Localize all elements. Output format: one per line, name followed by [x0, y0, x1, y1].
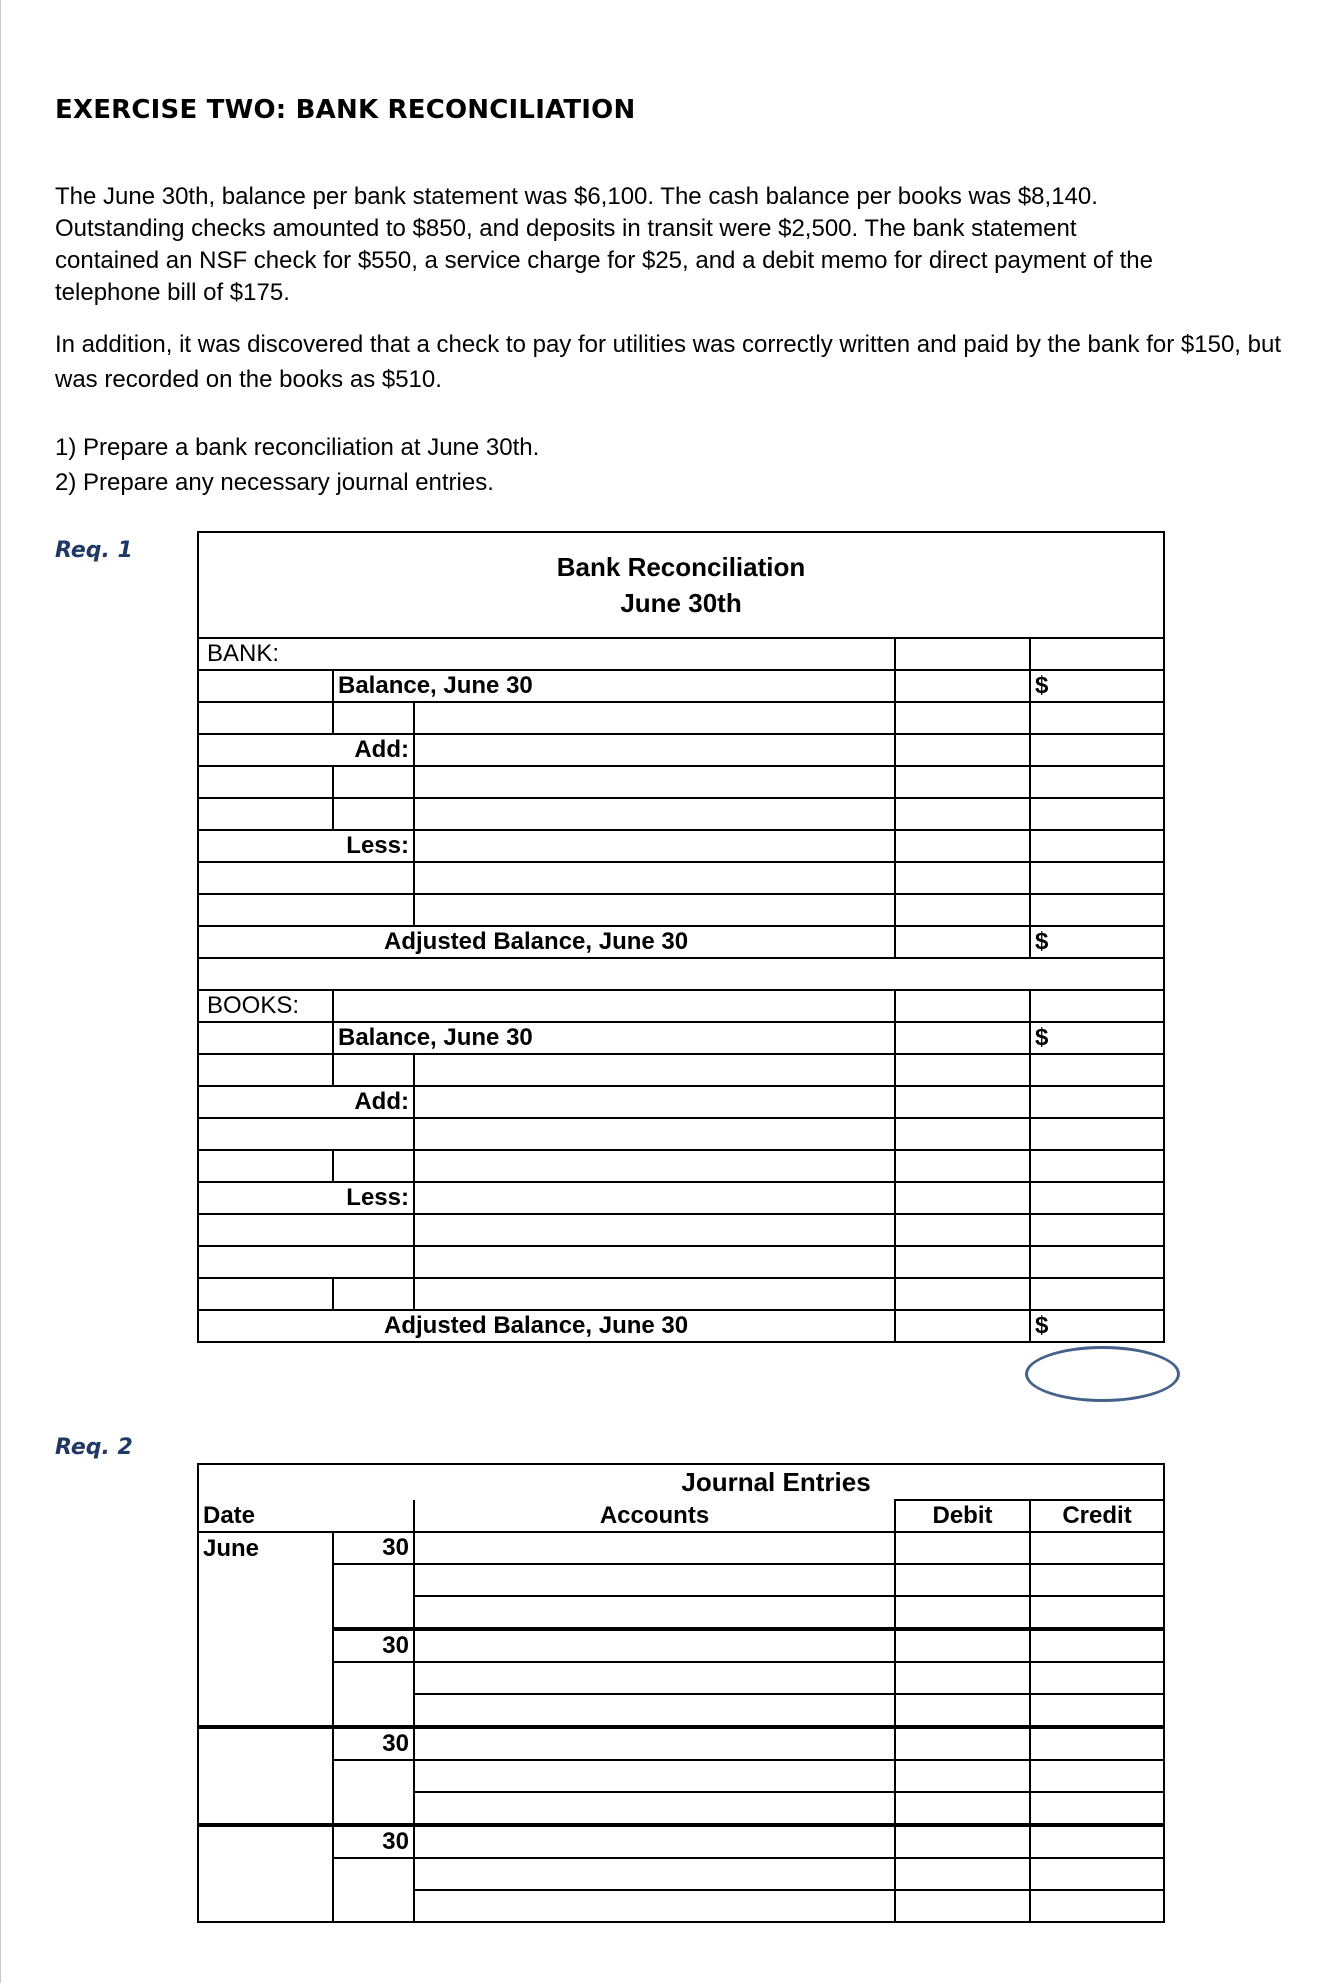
books-balance-label: Balance, June 30: [333, 1022, 895, 1054]
journal-debit-cell[interactable]: [895, 1760, 1030, 1792]
recon-cell: [198, 702, 333, 734]
recon-cell[interactable]: [414, 702, 895, 734]
journal-date-cell: [198, 1792, 333, 1825]
journal-account-cell[interactable]: [414, 1727, 895, 1760]
recon-header: [198, 532, 1164, 638]
journal-entry-row: [198, 1662, 1164, 1694]
recon-cell[interactable]: [895, 734, 1030, 766]
recon-cell[interactable]: [414, 734, 895, 766]
recon-cell[interactable]: [414, 1086, 895, 1118]
recon-cell[interactable]: [1030, 734, 1164, 766]
recon-cell[interactable]: [1030, 766, 1164, 798]
recon-cell[interactable]: [1030, 798, 1164, 830]
recon-cell[interactable]: [414, 1118, 895, 1150]
bank-add-label: Add:: [198, 734, 414, 766]
problem-paragraph-2: In addition, it was discovered that a check to pay for utilities was correctly written and paid by the bank for $150, but was recorded on the books as $510.: [55, 331, 1281, 393]
recon-cell[interactable]: [895, 830, 1030, 862]
recon-row: [198, 702, 1164, 734]
recon-cell[interactable]: [414, 830, 895, 862]
journal-credit-cell[interactable]: [1030, 1727, 1164, 1760]
recon-row: [198, 894, 1164, 926]
recon-cell[interactable]: [333, 990, 895, 1022]
journal-day-cell: [333, 1760, 414, 1792]
recon-cell[interactable]: [1030, 990, 1164, 1022]
journal-debit-cell[interactable]: [895, 1532, 1030, 1564]
books-label: BOOKS:: [198, 990, 333, 1022]
recon-cell[interactable]: [895, 1310, 1030, 1342]
recon-cell[interactable]: [1030, 1214, 1164, 1246]
recon-row: [198, 1150, 1164, 1182]
journal-debit-cell[interactable]: [895, 1596, 1030, 1629]
journal-day-cell: [333, 1694, 414, 1727]
journal-account-cell[interactable]: [414, 1694, 895, 1727]
journal-entry-row: [198, 1890, 1164, 1922]
journal-day: 30: [333, 1727, 414, 1760]
recon-cell: [198, 894, 414, 926]
recon-cell[interactable]: [414, 1182, 895, 1214]
recon-cell[interactable]: [1030, 702, 1164, 734]
journal-debit-cell[interactable]: [895, 1825, 1030, 1858]
journal-account-cell[interactable]: [414, 1890, 895, 1922]
recon-cell: [198, 1054, 333, 1086]
journal-debit-cell[interactable]: [895, 1727, 1030, 1760]
journal-entry-row: [198, 1792, 1164, 1825]
journal-date-cell: [198, 1825, 333, 1858]
journal-debit-cell[interactable]: [895, 1629, 1030, 1662]
journal-entry-row: [198, 1564, 1164, 1596]
recon-cell[interactable]: [414, 1150, 895, 1182]
journal-col-credit: Credit: [1030, 1500, 1164, 1532]
recon-cell: [198, 1150, 333, 1182]
bank-balance-row: [198, 670, 1164, 702]
recon-cell[interactable]: [1030, 830, 1164, 862]
bank-less-label: Less:: [198, 830, 414, 862]
recon-spacer-row: [198, 958, 1164, 990]
journal-account-cell[interactable]: [414, 1596, 895, 1629]
recon-cell[interactable]: [414, 1054, 895, 1086]
recon-cell[interactable]: [414, 766, 895, 798]
bank-reconciliation-table: [197, 531, 1165, 1343]
journal-date-cell: [198, 1858, 333, 1890]
recon-cell: [198, 862, 414, 894]
recon-cell: [198, 670, 333, 702]
books-less-label: Less:: [198, 1182, 414, 1214]
journal-date-cell: [198, 1596, 333, 1629]
recon-cell: [198, 1022, 333, 1054]
recon-cell[interactable]: [414, 1246, 895, 1278]
exercise-title: EXERCISE TWO: BANK RECONCILIATION: [55, 95, 636, 125]
recon-cell[interactable]: [895, 1086, 1030, 1118]
recon-cell: [198, 1278, 333, 1310]
journal-entries-table: [197, 1463, 1165, 1923]
journal-date-cell: [198, 1564, 333, 1596]
currency-sign[interactable]: $: [1030, 1310, 1164, 1342]
bank-balance-label: Balance, June 30: [333, 670, 895, 702]
recon-cell[interactable]: [333, 1150, 414, 1182]
bank-add-row: [198, 734, 1164, 766]
recon-row: [198, 1278, 1164, 1310]
journal-day-cell: [333, 1564, 414, 1596]
journal-entry-row: [198, 1858, 1164, 1890]
recon-header-row: [198, 532, 1164, 638]
recon-cell[interactable]: [895, 766, 1030, 798]
books-label-row: [198, 990, 1164, 1022]
bank-adjusted-row: [198, 926, 1164, 958]
requirement-1: 1) Prepare a bank reconciliation at June 30th.: [55, 434, 540, 461]
journal-col-accounts: Accounts: [414, 1500, 895, 1532]
recon-cell[interactable]: [895, 862, 1030, 894]
recon-title: Bank Reconciliation: [556, 552, 806, 582]
recon-cell[interactable]: [895, 1022, 1030, 1054]
recon-row: [198, 1118, 1164, 1150]
recon-cell[interactable]: [1030, 1054, 1164, 1086]
bank-label: BANK:: [198, 638, 895, 670]
recon-cell[interactable]: [414, 862, 895, 894]
recon-row: [198, 1054, 1164, 1086]
recon-spacer: [198, 958, 1164, 990]
journal-title: Journal Entries: [198, 1464, 1164, 1500]
recon-cell: [198, 1214, 414, 1246]
journal-credit-cell[interactable]: [1030, 1694, 1164, 1727]
journal-date-cell: [198, 1662, 333, 1694]
journal-month: June: [198, 1532, 333, 1564]
journal-account-cell[interactable]: [414, 1858, 895, 1890]
recon-cell[interactable]: [895, 638, 1030, 670]
journal-date-cell: [198, 1727, 333, 1760]
recon-cell: [198, 1118, 414, 1150]
bank-adjusted-label: Adjusted Balance, June 30: [198, 926, 895, 958]
journal-account-cell[interactable]: [414, 1825, 895, 1858]
journal-credit-cell[interactable]: [1030, 1629, 1164, 1662]
recon-cell[interactable]: [1030, 862, 1164, 894]
journal-debit-cell[interactable]: [895, 1564, 1030, 1596]
bank-label-row: [198, 638, 1164, 670]
journal-col-date: Date: [198, 1500, 414, 1532]
recon-cell[interactable]: [414, 1214, 895, 1246]
journal-account-cell[interactable]: [414, 1564, 895, 1596]
page-edge: [0, 0, 1, 1983]
recon-cell[interactable]: [414, 894, 895, 926]
journal-entry-row: [198, 1727, 1164, 1760]
recon-cell[interactable]: [895, 702, 1030, 734]
journal-account-cell[interactable]: [414, 1662, 895, 1694]
journal-entry-row: [198, 1760, 1164, 1792]
recon-cell[interactable]: [1030, 1182, 1164, 1214]
recon-cell[interactable]: [895, 1182, 1030, 1214]
recon-cell[interactable]: [895, 990, 1030, 1022]
bank-less-row: [198, 830, 1164, 862]
recon-cell[interactable]: [333, 702, 414, 734]
recon-date: June 30th: [620, 588, 742, 618]
recon-cell[interactable]: [895, 1150, 1030, 1182]
journal-account-cell[interactable]: [414, 1629, 895, 1662]
recon-cell[interactable]: [895, 670, 1030, 702]
journal-account-cell[interactable]: [414, 1760, 895, 1792]
problem-paragraph-1: The June 30th, balance per bank statement was $6,100. The cash balance per books was $8,140. Outstanding checks amounted to $850, and deposits in transit were $2,500. The bank statement contained an NSF check for $550, a service charge for $25, and a debit memo for direct payment of the telephone bill of $175.: [55, 183, 1153, 306]
books-add-label: Add:: [198, 1086, 414, 1118]
recon-cell[interactable]: [414, 798, 895, 830]
journal-credit-cell[interactable]: [1030, 1760, 1164, 1792]
journal-day-cell: [333, 1596, 414, 1629]
journal-credit-cell[interactable]: [1030, 1890, 1164, 1922]
journal-date-cell: [198, 1629, 333, 1662]
books-adjusted-label: Adjusted Balance, June 30: [198, 1310, 895, 1342]
recon-cell: [198, 798, 333, 830]
recon-row: [198, 862, 1164, 894]
journal-credit-cell[interactable]: [1030, 1564, 1164, 1596]
journal-credit-cell[interactable]: [1030, 1532, 1164, 1564]
journal-day-cell: [333, 1662, 414, 1694]
recon-cell[interactable]: [895, 1054, 1030, 1086]
journal-debit-cell[interactable]: [895, 1662, 1030, 1694]
journal-header-row: [198, 1500, 1164, 1532]
currency-sign[interactable]: $: [1030, 926, 1164, 958]
journal-account-cell[interactable]: [414, 1532, 895, 1564]
recon-cell[interactable]: [895, 1118, 1030, 1150]
journal-account-cell[interactable]: [414, 1792, 895, 1825]
req-2-label: Req. 2: [55, 1435, 133, 1460]
recon-cell[interactable]: [1030, 1150, 1164, 1182]
journal-credit-cell[interactable]: [1030, 1662, 1164, 1694]
journal-day: 30: [333, 1825, 414, 1858]
recon-cell[interactable]: [333, 1054, 414, 1086]
recon-row: [198, 798, 1164, 830]
journal-debit-cell[interactable]: [895, 1792, 1030, 1825]
journal-day: 30: [333, 1532, 414, 1564]
journal-title-row: [198, 1464, 1164, 1500]
recon-cell[interactable]: [333, 766, 414, 798]
currency-sign[interactable]: $: [1030, 1022, 1164, 1054]
recon-cell[interactable]: [414, 1278, 895, 1310]
recon-row: [198, 766, 1164, 798]
recon-cell[interactable]: [1030, 1118, 1164, 1150]
recon-cell[interactable]: [333, 1278, 414, 1310]
highlight-oval: [1025, 1346, 1180, 1402]
journal-credit-cell[interactable]: [1030, 1596, 1164, 1629]
journal-debit-cell[interactable]: [895, 1694, 1030, 1727]
journal-entry-row: [198, 1694, 1164, 1727]
journal-credit-cell[interactable]: [1030, 1858, 1164, 1890]
recon-cell: [198, 1246, 414, 1278]
recon-cell[interactable]: [895, 1278, 1030, 1310]
journal-entry-row: [198, 1532, 1164, 1564]
requirements-list: [55, 430, 539, 500]
recon-cell[interactable]: [333, 798, 414, 830]
books-less-row: [198, 1182, 1164, 1214]
recon-cell[interactable]: [1030, 1278, 1164, 1310]
journal-entry-row: [198, 1596, 1164, 1629]
recon-cell[interactable]: [895, 1246, 1030, 1278]
journal-entry-row: [198, 1629, 1164, 1662]
recon-cell[interactable]: [1030, 1246, 1164, 1278]
recon-cell: [198, 766, 333, 798]
recon-row: [198, 1246, 1164, 1278]
journal-debit-cell[interactable]: [895, 1858, 1030, 1890]
journal-day-cell: [333, 1792, 414, 1825]
recon-cell[interactable]: [1030, 894, 1164, 926]
books-adjusted-row: [198, 1310, 1164, 1342]
books-balance-row: [198, 1022, 1164, 1054]
journal-date-cell: [198, 1760, 333, 1792]
recon-cell[interactable]: [895, 926, 1030, 958]
req-1-label: Req. 1: [55, 538, 133, 563]
journal-day-cell: [333, 1858, 414, 1890]
journal-debit-cell[interactable]: [895, 1890, 1030, 1922]
recon-cell[interactable]: [1030, 638, 1164, 670]
requirement-2: 2) Prepare any necessary journal entries.: [55, 469, 494, 496]
journal-credit-cell[interactable]: [1030, 1825, 1164, 1858]
journal-date-cell: [198, 1890, 333, 1922]
recon-row: [198, 1214, 1164, 1246]
books-add-row: [198, 1086, 1164, 1118]
journal-day-cell: [333, 1890, 414, 1922]
currency-sign[interactable]: $: [1030, 670, 1164, 702]
journal-day: 30: [333, 1629, 414, 1662]
recon-cell[interactable]: [1030, 1086, 1164, 1118]
journal-date-cell: [198, 1694, 333, 1727]
journal-entry-row: [198, 1825, 1164, 1858]
recon-cell[interactable]: [895, 894, 1030, 926]
journal-col-debit: Debit: [895, 1500, 1030, 1532]
journal-credit-cell[interactable]: [1030, 1792, 1164, 1825]
recon-cell[interactable]: [895, 1214, 1030, 1246]
recon-cell[interactable]: [895, 798, 1030, 830]
